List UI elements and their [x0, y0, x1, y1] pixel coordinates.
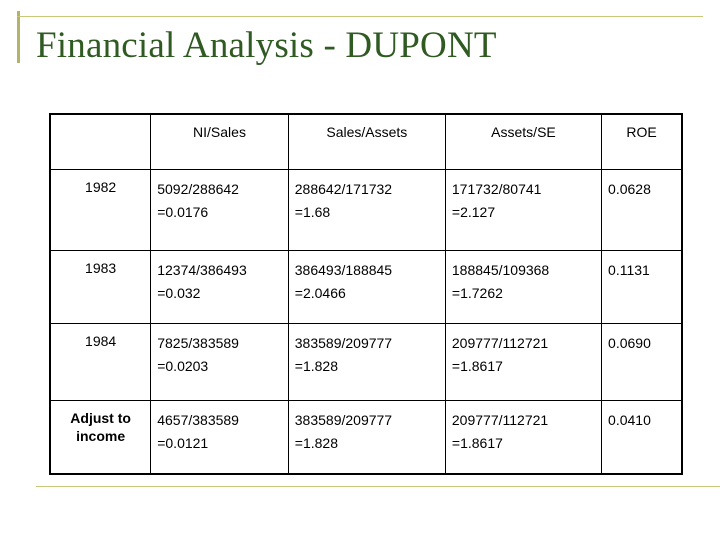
ni-sales-cell: 4657/383589 =0.0121 — [151, 401, 289, 475]
row-label: 1982 — [50, 170, 151, 251]
assets-se-cell: 188845/109368 =1.7262 — [445, 251, 601, 324]
table-row — [50, 324, 682, 401]
header-ni-sales: NI/Sales — [151, 114, 289, 170]
roe-cell: 0.0628 — [602, 170, 682, 251]
header-roe: ROE — [602, 114, 682, 170]
sales-assets-cell: 383589/209777 =1.828 — [288, 324, 445, 401]
header-assets-se: Assets/SE — [445, 114, 601, 170]
sales-assets-cell: 386493/188845 =2.0466 — [288, 251, 445, 324]
bottom-divider — [36, 486, 720, 487]
sales-assets-cell: 288642/171732 =1.68 — [288, 170, 445, 251]
row-label: 1984 — [50, 324, 151, 401]
assets-se-cell: 209777/112721 =1.8617 — [445, 324, 601, 401]
row-label: Adjust to income — [50, 401, 151, 475]
roe-cell: 0.0690 — [602, 324, 682, 401]
row-label: 1983 — [50, 251, 151, 324]
title-accent-bar — [17, 11, 20, 63]
table-row — [50, 251, 682, 324]
slide-title: Financial Analysis - DUPONT — [36, 25, 497, 66]
table-row — [50, 401, 682, 475]
table-header-row — [50, 114, 682, 170]
top-divider — [17, 16, 703, 17]
ni-sales-cell: 12374/386493 =0.032 — [151, 251, 289, 324]
ni-sales-cell: 7825/383589 =0.0203 — [151, 324, 289, 401]
assets-se-cell: 209777/112721 =1.8617 — [445, 401, 601, 475]
table-row — [50, 170, 682, 251]
roe-cell: 0.1131 — [602, 251, 682, 324]
assets-se-cell: 171732/80741 =2.127 — [445, 170, 601, 251]
header-cell-empty — [50, 114, 151, 170]
header-sales-assets: Sales/Assets — [288, 114, 445, 170]
roe-cell: 0.0410 — [602, 401, 682, 475]
dupont-table — [49, 113, 683, 475]
sales-assets-cell: 383589/209777 =1.828 — [288, 401, 445, 475]
ni-sales-cell: 5092/288642 =0.0176 — [151, 170, 289, 251]
